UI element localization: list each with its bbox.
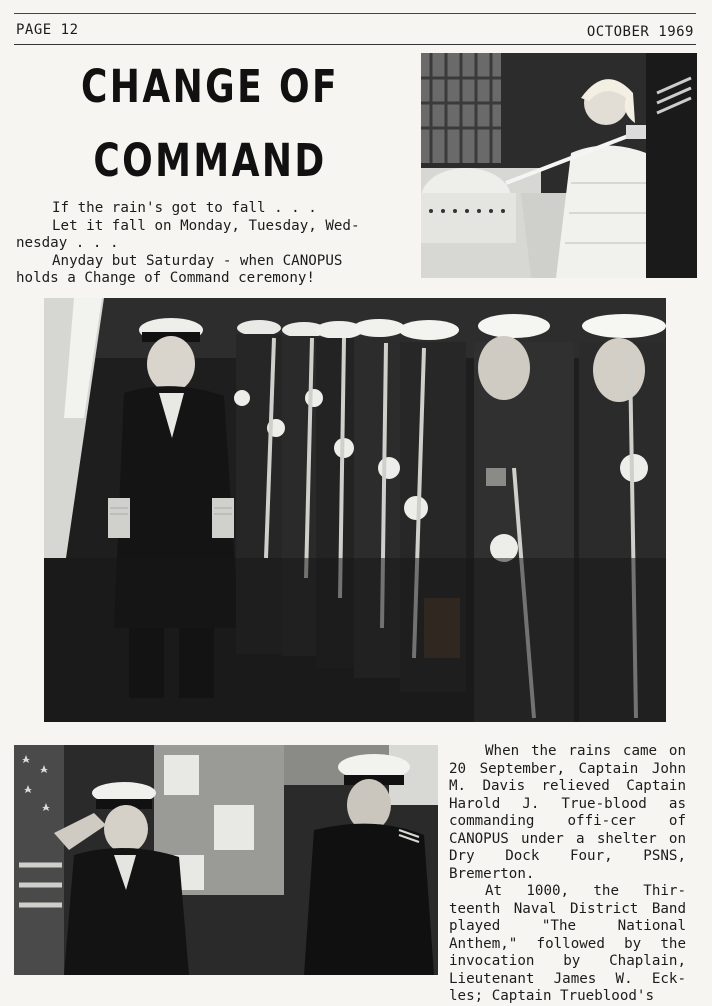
- verse-line: holds a Change of Command ceremony!: [16, 270, 315, 286]
- page-number: PAGE 12: [16, 22, 79, 38]
- verse-line: Let it fall on Monday, Tuesday, Wed-: [52, 217, 360, 234]
- top-rule: [14, 13, 696, 14]
- verse-line: If the rain's got to fall . . .: [52, 200, 317, 216]
- photo-girl-cake: [421, 53, 697, 278]
- issue-date: OCTOBER 1969: [586, 24, 694, 40]
- body-paragraph: At 1000, the Thir-teenth Naval District Band played "The National Anthem," followed by the invocation by Chaplain, Lieutenant James W. Eck-les; Captain Trueblood's: [449, 883, 686, 1004]
- article-body: [449, 743, 686, 1006]
- verse-line: Anyday but Saturday - when CANOPUS: [52, 252, 343, 269]
- headline-line-2: COMMAND: [93, 134, 327, 187]
- body-paragraph: When the rains came on 20 September, Captain John M. Davis relieved Captain Harold J. True-blood as commanding offi-cer of CANOPUS under a shelter on Dry Dock Four, PSNS, Bremerton.: [449, 743, 686, 882]
- photo-officers-saluting-icon: [14, 745, 438, 975]
- photo-girl-cutting-cake-icon: [421, 53, 697, 278]
- photo-honor-guard-inspection-icon: [44, 298, 666, 722]
- header-rule: [14, 44, 696, 45]
- verse-line: nesday . . .: [16, 235, 119, 251]
- photo-honor-guard: [44, 298, 666, 722]
- headline-line-1: CHANGE OF: [80, 60, 340, 113]
- photo-salute: [14, 745, 438, 975]
- intro-verse: [16, 200, 410, 288]
